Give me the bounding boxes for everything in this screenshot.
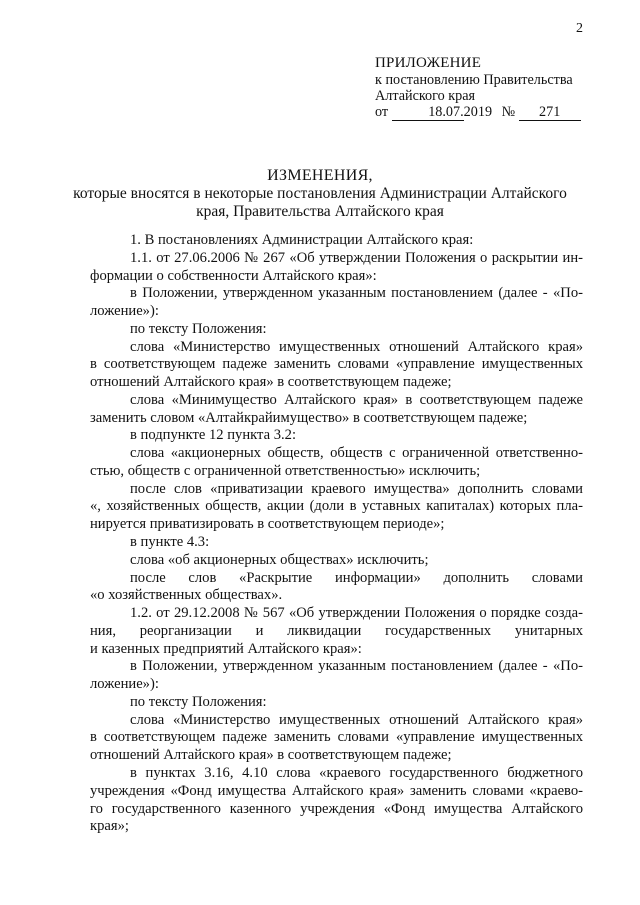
body-line: слова «Министерство имущественных отношений Алтайского края» xyxy=(130,338,583,355)
body-line: по тексту Положения: xyxy=(130,320,267,337)
body-line: ложение»): xyxy=(90,303,159,320)
body-line: 1.1. от 27.06.2006 № 267 «Об утверждении Положения о раскрытии ин- xyxy=(130,249,583,266)
body-line: и казенных предприятий Алтайского края»: xyxy=(90,640,362,657)
body-line: в подпункте 12 пункта 3.2: xyxy=(130,427,297,444)
body-line: после слов «Раскрытие информации» дополнить словами xyxy=(130,569,583,586)
body-line: в пункте 4.3: xyxy=(130,534,210,551)
body-line: учреждения «Фонд имущества Алтайского края» заменить словами «краево- xyxy=(90,782,583,799)
body-line: слова «Министерство имущественных отношений Алтайского края» xyxy=(130,711,583,728)
appendix-line-2: Алтайского края xyxy=(375,88,476,104)
appendix-date-line xyxy=(375,104,581,121)
body-line: «о хозяйственных обществах». xyxy=(90,587,283,604)
body-line: стью, обществ с ограниченной ответственностью» исключить; xyxy=(90,462,481,479)
body-line: края»; xyxy=(90,818,129,835)
body-line: в Положении, утвержденном указанным постановлением (далее - «По- xyxy=(130,658,583,675)
number-value: 271 xyxy=(519,105,581,121)
body-line: ния, реорганизации и ликвидации государственных унитарных xyxy=(90,622,583,639)
date-prefix: от xyxy=(375,104,389,120)
body-line: в пунктах 3.16, 4.10 слова «краевого государственного бюджетного xyxy=(130,764,583,781)
number-sign: № xyxy=(501,104,516,120)
body-line: формации о собственности Алтайского края»: xyxy=(90,267,377,284)
appendix-title: ПРИЛОЖЕНИЕ xyxy=(375,55,482,71)
body-line: слова «акционерных обществ, обществ с ограниченной ответственно- xyxy=(130,445,583,462)
date-value: 18.07. xyxy=(392,105,464,121)
body-line: слова «об акционерных обществах» исключить; xyxy=(130,551,429,568)
body-line: в соответствующем падеже заменить словами «управление имущественных xyxy=(90,729,583,746)
body-line: отношений Алтайского края» в соответствующем падеже; xyxy=(90,747,452,764)
body-line: отношений Алтайского края» в соответствующем падеже; xyxy=(90,374,452,391)
body-line: после слов «приватизации краевого имущества» дополнить словами xyxy=(130,480,583,497)
body-line: 1.2. от 29.12.2008 № 567 «Об утверждении Положения о порядке созда- xyxy=(130,605,583,622)
body-line: в Положении, утвержденном указанным постановлением (далее - «По- xyxy=(130,285,583,302)
document-heading-title: ИЗМЕНЕНИЯ, xyxy=(267,167,373,184)
body-line: по тексту Положения: xyxy=(130,693,267,710)
appendix-line-1: к постановлению Правительства xyxy=(375,72,573,88)
body-line: заменить словом «Алтайкрайимущество» в соответствующем падеже; xyxy=(90,409,528,426)
document-heading-line-2: которые вносятся в некоторые постановления Администрации Алтайского xyxy=(73,185,567,202)
page-number: 2 xyxy=(576,21,583,36)
body-line: го государственного казенного учреждения «Фонд имущества Алтайского xyxy=(90,800,583,817)
body-line: «, хозяйственных обществ, акции (доли в уставных капиталах) которых пла- xyxy=(90,498,583,515)
body-line: нируется приватизировать в соответствующем периоде»; xyxy=(90,516,445,533)
body-line: 1. В постановлениях Администрации Алтайского края: xyxy=(130,232,474,248)
body-line: ложение»): xyxy=(90,676,159,693)
body-line: в соответствующем падеже заменить словами «управление имущественных xyxy=(90,356,583,373)
document-heading-line-3: края, Правительства Алтайского края xyxy=(196,203,444,220)
date-year: 2019 xyxy=(463,104,493,120)
body-line: слова «Минимущество Алтайского края» в соответствующем падеже xyxy=(130,391,583,408)
document-body xyxy=(90,232,583,836)
